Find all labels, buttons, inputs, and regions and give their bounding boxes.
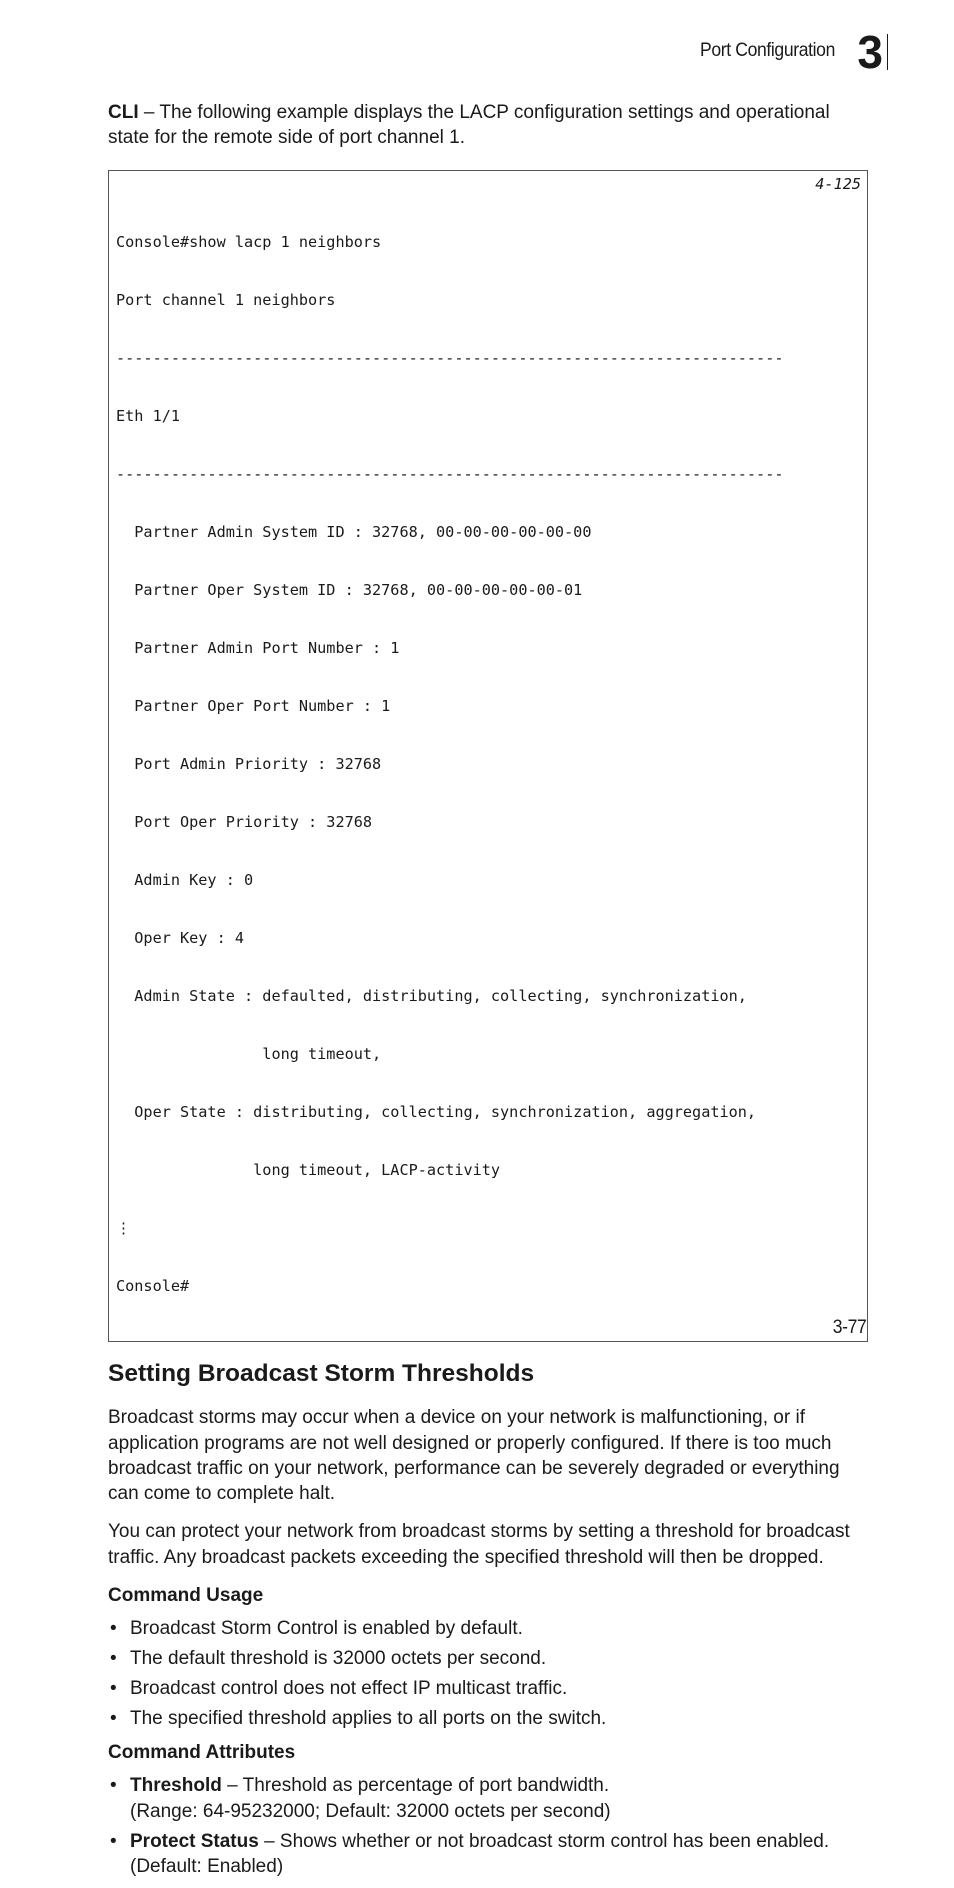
page-content (108, 100, 868, 1888)
code-line: Partner Oper Port Number : 1 (116, 696, 391, 715)
command-usage-heading: Command Usage (108, 1585, 264, 1606)
code-line: Port channel 1 neighbors (116, 290, 336, 309)
list-item: • Broadcast Storm Control is enabled by default. (108, 1616, 868, 1641)
code-line: long timeout, (116, 1045, 382, 1064)
code-line: Admin Key : 0 (116, 870, 254, 889)
command-attributes-list (108, 1773, 868, 1879)
code-line: Eth 1/1 (116, 406, 181, 425)
code-line: Console# (116, 1277, 190, 1296)
page-header (685, 26, 888, 78)
code-line: Port Admin Priority : 32768 (116, 754, 382, 773)
code-line: Partner Admin System ID : 32768, 00-00-00-00-00-00 (116, 522, 592, 541)
chapter-number: 3 (857, 34, 888, 70)
code-line: Partner Admin Port Number : 1 (116, 638, 400, 657)
code-line: ------------------------------------------------------------------------- (116, 348, 784, 367)
list-item: • The specified threshold applies to all ports on the switch. (108, 1706, 868, 1731)
attribute-desc: – Threshold as percentage of port bandwidth. (221, 1775, 610, 1797)
code-line: ⋮ (116, 1219, 132, 1238)
command-reference: 4-125 (815, 174, 861, 193)
paragraph: You can protect your network from broadcast storms by setting a threshold for broadcast traffic. Any broadcast packets exceeding the specified threshold will then be dropped. (108, 1521, 850, 1568)
code-line: ------------------------------------------------------------------------- (116, 464, 784, 483)
list-item: • The default threshold is 32000 octets per second. (108, 1646, 868, 1671)
attribute-note: (Range: 64-95232000; Default: 32000 octets per second) (130, 1800, 611, 1822)
command-attributes-heading: Command Attributes (108, 1742, 296, 1764)
cli-code-block (108, 170, 868, 1343)
page-number: 3-77 (832, 1316, 866, 1338)
list-item: • Broadcast control does not effect IP multicast traffic. (108, 1676, 868, 1701)
code-line: Oper State : distributing, collecting, synchronization, aggregation, (116, 1103, 757, 1122)
code-line: Oper Key : 4 (116, 929, 245, 947)
code-line: Partner Oper System ID : 32768, 00-00-00-00-00-01 (116, 580, 583, 599)
attribute-desc: – Shows whether or not broadcast storm control has been enabled. (258, 1830, 830, 1852)
code-line: long timeout, LACP-activity (116, 1161, 501, 1180)
code-line: Admin State : defaulted, distributing, collecting, synchronization, (116, 987, 747, 1006)
attribute-term: Protect Status (130, 1830, 259, 1852)
cli-label: CLI (108, 102, 139, 123)
cli-intro-text: – The following example displays the LACP configuration settings and operational state for the remote side of port channel 1. (108, 102, 830, 149)
code-line: Console#show lacp 1 neighbors (116, 232, 382, 251)
attribute-term: Threshold (130, 1775, 222, 1797)
list-item (108, 1773, 868, 1824)
attribute-note: (Default: Enabled) (130, 1855, 284, 1877)
section-title: Setting Broadcast Storm Thresholds (108, 1360, 535, 1388)
cli-intro (108, 100, 868, 151)
list-item (108, 1829, 868, 1880)
command-usage-list (108, 1616, 868, 1731)
code-line: Port Oper Priority : 32768 (116, 812, 373, 831)
paragraph: Broadcast storms may occur when a device on your network is malfunctioning, or if application programs are not well designed or properly configured. If there is too much broadcast traffic on your network, performance can be severely degraded or everything can come to complete halt. (108, 1407, 840, 1505)
header-title: Port Configuration (700, 39, 836, 61)
